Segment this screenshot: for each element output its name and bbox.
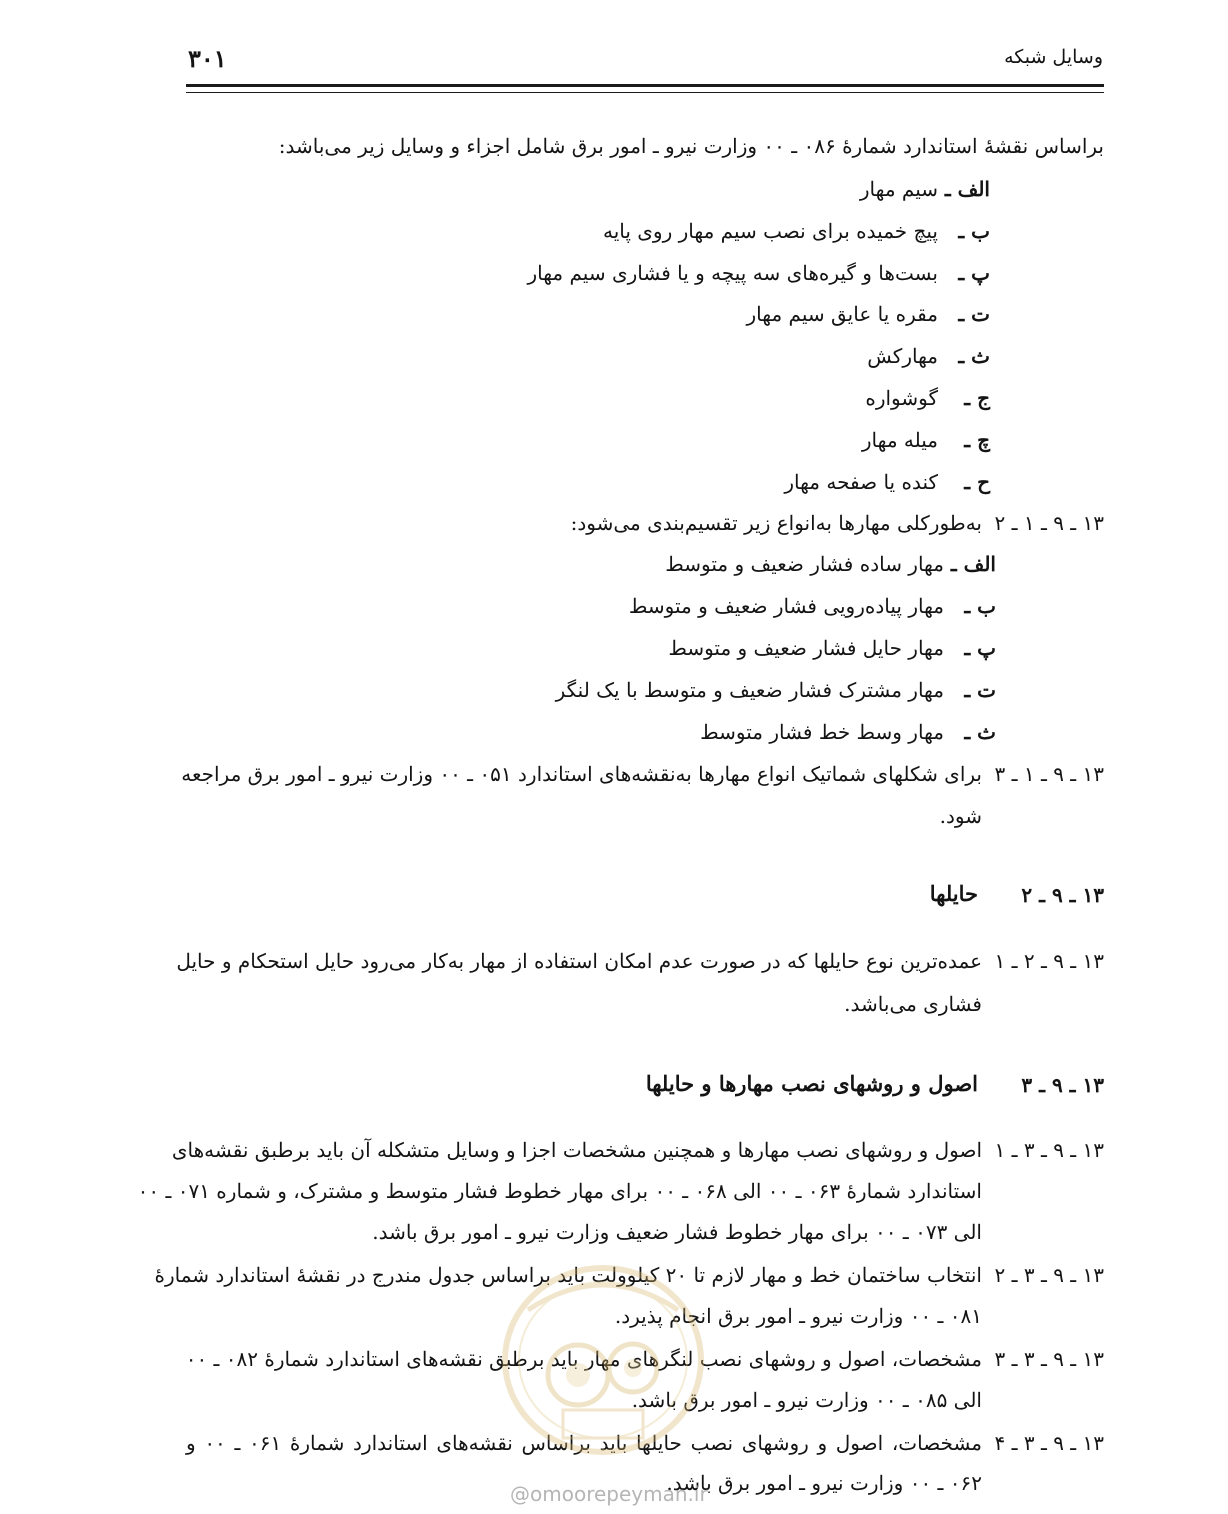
list-marker: الف ـ (950, 552, 996, 576)
paragraph-line: استاندارد شمارهٔ ۰۶۳ ـ ۰۰ الی ۰۶۸ ـ ۰۰ برای مهار خطوط فشار متوسط و مشترک، و شماره ۰۷۱ ـ ۰۰ (137, 1179, 982, 1203)
section-number: ۱۳ ـ ۹ ـ ۱ ـ ۲ (994, 511, 1104, 535)
list-marker: ت ـ (964, 678, 996, 702)
page-number: ۳۰۱ (188, 44, 227, 73)
heading-number: ۱۳ ـ ۹ ـ ۲ (1021, 883, 1104, 907)
list-item (860, 174, 990, 204)
list-item-text: مهار حایل فشار ضعیف و متوسط (668, 636, 944, 660)
list-item-text: کنده یا صفحه مهار (784, 470, 938, 494)
list-item (747, 299, 991, 329)
paragraph-line: اصول و روشهای نصب مهارها و همچنین مشخصات اجزا و وسایل متشکله آن باید برطبق نقشه‌های (171, 1138, 982, 1162)
paragraph-line: الی ۰۷۳ ـ ۰۰ برای مهار خطوط فشار ضعیف وزارت نیرو ـ امور برق باشد. (372, 1220, 982, 1244)
list-marker: الف ـ (944, 177, 990, 201)
running-header-title: وسایل شبکه (1004, 46, 1103, 68)
list-marker: ج ـ (964, 386, 990, 410)
paragraph-line: عمده‌ترین نوع حایلها که در صورت عدم امکان استفاده از مهار به‌کار می‌رود حایل استحکام و حایل (176, 949, 982, 973)
section-number: ۱۳ ـ ۹ ـ ۳ ـ ۱ (994, 1138, 1104, 1162)
watermark-text: @omoorepeyman.ir (510, 1482, 708, 1506)
list-marker: پ ـ (964, 636, 996, 660)
list-item-text: میله مهار (861, 428, 938, 452)
list-item-text: بست‌ها و گیره‌های سه پیچه و یا فشاری سیم مهار (527, 261, 938, 285)
paragraph-line: مشخصات، اصول و روشهای نصب حایلها باید براساس نقشه‌های استاندارد شمارهٔ ۰۶۱ ـ ۰۰ و (186, 1431, 983, 1455)
list-item (700, 717, 996, 747)
section-number: ۱۳ ـ ۹ ـ ۱ ـ ۳ (994, 762, 1104, 786)
list-item-text: مهار وسط خط فشار متوسط (700, 720, 944, 744)
list-marker: چ ـ (964, 428, 990, 452)
section-number: ۱۳ ـ ۹ ـ ۳ ـ ۳ (994, 1347, 1104, 1371)
list-item (865, 383, 990, 413)
paragraph-line: فشاری می‌باشد. (844, 992, 982, 1016)
list-marker: ح ـ (964, 470, 990, 494)
list-item-text: پیچ خمیده برای نصب سیم مهار روی پایه (602, 219, 938, 243)
list-marker: پ ـ (958, 261, 990, 285)
list-item (527, 258, 990, 288)
section-number: ۱۳ ـ ۹ ـ ۲ ـ ۱ (994, 949, 1104, 973)
list-item-text: گوشواره (865, 386, 938, 410)
list-item-text: مهار ساده فشار ضعیف و متوسط (665, 552, 944, 576)
watermark-seal-icon (468, 1250, 738, 1455)
list-marker: ب ـ (958, 219, 990, 243)
list-marker: ث ـ (958, 344, 990, 368)
paragraph-line: مشخصات، اصول و روشهای نصب لنگرهای مهار باید برطبق نقشه‌های استاندارد شمارهٔ ۰۸۲ ـ ۰۰ (185, 1347, 982, 1371)
paragraph-line: انتخاب ساختمان خط و مهار لازم تا ۲۰ کیلوولت باید براساس جدول مندرج در نقشهٔ استاندارد شمارهٔ (154, 1263, 982, 1287)
section-heading: اصول و روشهای نصب مهارها و حایلها (645, 1071, 978, 1096)
list-marker: ت ـ (958, 302, 990, 326)
list-item-text: مهارکش (867, 344, 938, 368)
list-item-text: مقره یا عایق سیم مهار (746, 302, 938, 326)
section-number: ۱۳ ـ ۹ ـ ۳ ـ ۲ (994, 1263, 1104, 1287)
list-item (629, 591, 996, 621)
list-item (556, 675, 996, 705)
paragraph-line: ۰۸۱ ـ ۰۰ وزارت نیرو ـ امور برق انجام پذیرد. (614, 1304, 982, 1328)
list-item (665, 549, 996, 579)
paragraph-line: الی ۰۸۵ ـ ۰۰ وزارت نیرو ـ امور برق باشد. (631, 1388, 982, 1412)
list-item (668, 633, 996, 663)
list-marker: ث ـ (964, 720, 996, 744)
header-rule-thin (186, 92, 1104, 93)
list-item-text: مهار پیاده‌رویی فشار ضعیف و متوسط (628, 594, 944, 618)
paragraph-line: شود. (939, 804, 982, 828)
section-number: ۱۳ ـ ۹ ـ ۳ ـ ۴ (994, 1431, 1104, 1455)
list-marker: ب ـ (964, 594, 996, 618)
list-item-text: مهار مشترک فشار ضعیف و متوسط با یک لنگر (555, 678, 944, 702)
list-item (784, 467, 990, 497)
list-item (862, 425, 990, 455)
section-heading: حایلها (929, 881, 978, 906)
paragraph-line: ۰۶۲ ـ ۰۰ وزارت نیرو ـ امور برق باشد. (666, 1471, 982, 1495)
list-item-text: سیم مهار (859, 177, 938, 201)
header-rule-thick (186, 84, 1104, 87)
heading-number: ۱۳ ـ ۹ ـ ۳ (1021, 1073, 1104, 1097)
paragraph-line: برای شکلهای شماتیک انواع مهارها به‌نقشه‌های استاندارد ۰۵۱ ـ ۰۰ وزارت نیرو ـ امور برق مراجعه (181, 762, 982, 786)
list-item (603, 216, 990, 246)
list-item (867, 341, 990, 371)
paragraph-text: به‌طورکلی مهارها به‌انواع زیر تقسیم‌بندی می‌شود: (570, 511, 982, 535)
intro-line: براساس نقشهٔ استاندارد شمارهٔ ۰۸۶ ـ ۰۰ وزارت نیرو ـ امور برق شامل اجزاء و وسایل زیر می‌باشد: (278, 134, 1104, 158)
